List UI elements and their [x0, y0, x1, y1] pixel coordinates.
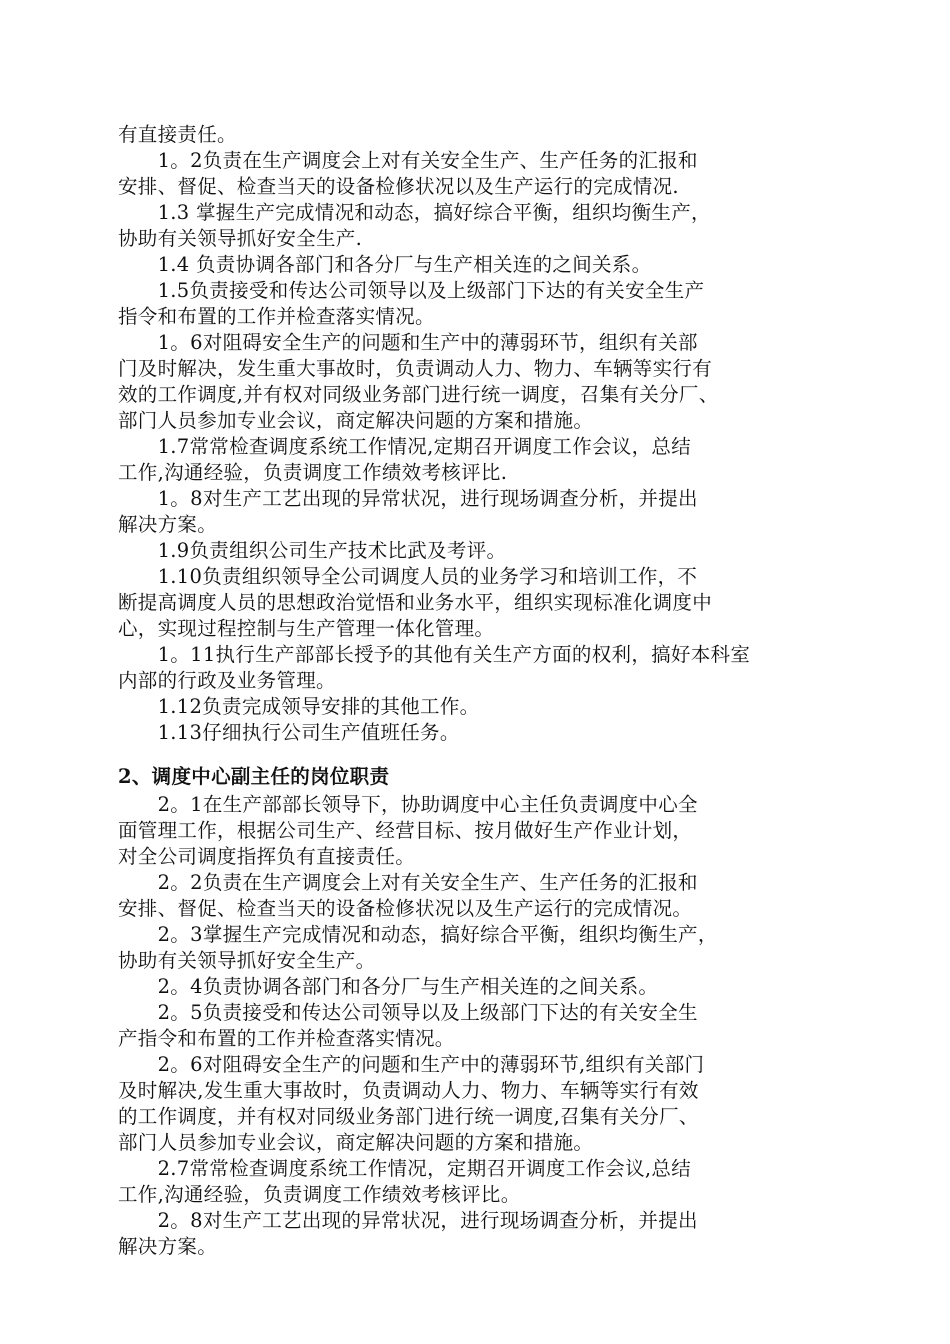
text-line: 解决方案。: [118, 1235, 218, 1258]
text-line: 解决方案。: [118, 513, 218, 536]
text-line: 2。8对生产工艺出现的异常状况，进行现场调查分析，并提出: [118, 1209, 698, 1232]
text-line: 2。4负责协调各部门和各分厂与生产相关连的之间关系。: [118, 975, 659, 998]
text-line: 1.7常常检查调度系统工作情况,定期召开调度工作会议，总结: [118, 435, 692, 458]
text-line: 效的工作调度,并有权对同级业务部门进行统一调度，召集有关分厂、: [118, 383, 719, 406]
text-line: 2。1在生产部部长领导下，协助调度中心主任负责调度中心全: [118, 793, 698, 816]
text-line: 2。3掌握生产完成情况和动态，搞好综合平衡，组织均衡生产，: [118, 923, 718, 946]
text-line: 协助有关领导抓好安全生产。: [118, 949, 376, 972]
text-line: 1。2负责在生产调度会上对有关安全生产、生产任务的汇报和: [118, 149, 698, 172]
text-line: 1.5负责接受和传达公司领导以及上级部门下达的有关安全生产: [118, 279, 705, 302]
section-heading: 2、调度中心副主任的岗位职责: [118, 765, 390, 788]
text-line: 产指令和布置的工作并检查落实情况。: [118, 1027, 455, 1050]
text-line: 有直接责任。: [118, 123, 237, 146]
text-line: 断提高调度人员的思想政治觉悟和业务水平，组织实现标准化调度中: [118, 591, 713, 614]
text-line: 1.9负责组织公司生产技术比武及考评。: [118, 539, 507, 562]
text-line: 安排、督促、检查当天的设备检修状况以及生产运行的完成情况.: [118, 175, 679, 198]
text-line: 1。11执行生产部部长授予的其他有关生产方面的权利，搞好本科室: [118, 643, 751, 666]
text-line: 及时解决,发生重大事故时，负责调动人力、物力、车辆等实行有效: [118, 1079, 699, 1102]
text-line: 1.12负责完成领导安排的其他工作。: [118, 695, 480, 718]
text-line: 部门人员参加专业会议，商定解决问题的方案和措施。: [118, 409, 594, 432]
text-line: 门及时解决，发生重大事故时，负责调动人力、物力、车辆等实行有: [118, 357, 713, 380]
text-line: 1.13仔细执行公司生产值班任务。: [118, 721, 460, 744]
text-line: 2。6对阻碍安全生产的问题和生产中的薄弱环节,组织有关部门: [118, 1053, 705, 1076]
text-line: 工作,沟通经验，负责调度工作绩效考核评比.: [118, 461, 508, 484]
text-line: 指令和布置的工作并检查落实情况。: [118, 305, 435, 328]
text-line: 工作,沟通经验，负责调度工作绩效考核评比。: [118, 1183, 521, 1206]
text-line: 2。5负责接受和传达公司领导以及上级部门下达的有关安全生: [118, 1001, 698, 1024]
text-line: 1。6对阻碍安全生产的问题和生产中的薄弱环节，组织有关部: [118, 331, 698, 354]
text-line: 协助有关领导抓好安全生产.: [118, 227, 363, 250]
text-line: 的工作调度，并有权对同级业务部门进行统一调度,召集有关分厂、: [118, 1105, 699, 1128]
text-line: 1.3 掌握生产完成情况和动态，搞好综合平衡，组织均衡生产，: [118, 201, 711, 224]
text-line: 面管理工作，根据公司生产、经营目标、按月做好生产作业计划，: [118, 819, 693, 842]
text-line: 对全公司调度指挥负有直接责任。: [118, 845, 416, 868]
text-line: 1。8对生产工艺出现的异常状况，进行现场调查分析，并提出: [118, 487, 698, 510]
text-line: 安排、督促、检查当天的设备检修状况以及生产运行的完成情况。: [118, 897, 693, 920]
text-line: 心，实现过程控制与生产管理一体化管理。: [118, 617, 495, 640]
text-line: 2.7常常检查调度系统工作情况，定期召开调度工作会议,总结: [118, 1157, 692, 1180]
text-line: 部门人员参加专业会议，商定解决问题的方案和措施。: [118, 1131, 594, 1154]
text-line: 2。2负责在生产调度会上对有关安全生产、生产任务的汇报和: [118, 871, 698, 894]
text-line: 1.10负责组织领导全公司调度人员的业务学习和培训工作，不: [118, 565, 698, 588]
text-line: 1.4 负责协调各部门和各分厂与生产相关连的之间关系。: [118, 253, 652, 276]
text-line: 内部的行政及业务管理。: [118, 669, 336, 692]
